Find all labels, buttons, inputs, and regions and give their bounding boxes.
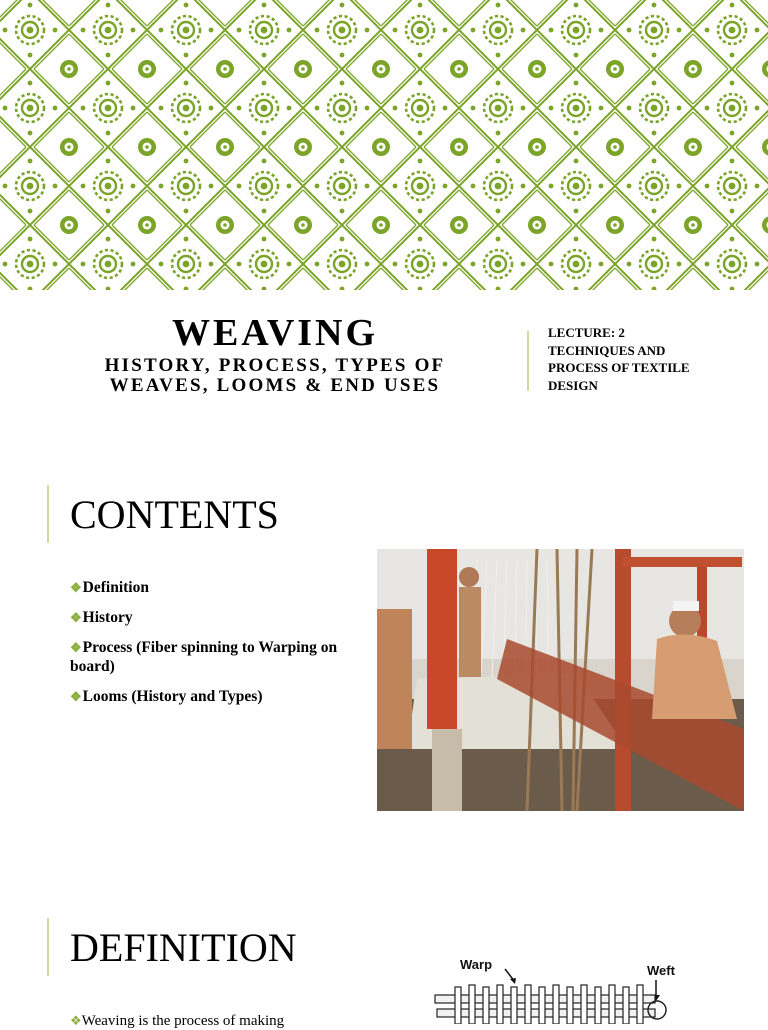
contents-list <box>70 578 360 717</box>
list-item-text: History <box>82 609 133 626</box>
warp-label: Warp <box>460 957 493 972</box>
weave-diagram <box>425 955 685 1024</box>
accent-bar <box>527 331 529 391</box>
lecture-number: LECTURE: 2 <box>548 325 625 340</box>
bullet-icon: ❖ <box>70 1013 82 1028</box>
arrow-head-icon <box>510 978 516 984</box>
definition-body <box>70 1012 284 1030</box>
definition-text: Weaving is the process of making <box>81 1013 285 1029</box>
list-item-text: Looms (History and Types) <box>82 688 263 705</box>
bullet-icon: ❖ <box>70 640 82 655</box>
bullet-icon: ❖ <box>70 580 82 595</box>
lecture-topic-line: DESIGN <box>548 377 598 393</box>
presentation-subtitle <box>70 356 480 396</box>
accent-bar <box>47 485 49 543</box>
presentation-title: WEAVING <box>171 312 379 354</box>
accent-bar <box>47 918 49 976</box>
subtitle-line: WEAVES, LOOMS & END USES <box>109 375 441 396</box>
list-item <box>70 578 360 597</box>
loom-photo <box>377 549 744 811</box>
contents-heading: CONTENTS <box>70 492 279 537</box>
list-item-text: Process (Fiber spinning to Warping on board) <box>70 639 338 675</box>
weft-label: Weft <box>647 963 675 978</box>
bullet-icon: ❖ <box>70 689 82 704</box>
bullet-icon: ❖ <box>70 610 82 625</box>
lecture-info <box>548 324 728 394</box>
patterned-banner <box>0 0 768 290</box>
lecture-topic-line: PROCESS OF TEXTILE <box>548 360 690 375</box>
lecture-topic-line: TECHNIQUES AND <box>548 342 666 358</box>
subtitle-line: HISTORY, PROCESS, TYPES OF <box>104 355 446 376</box>
list-item <box>70 608 360 627</box>
list-item-text: Definition <box>82 579 149 596</box>
list-item <box>70 687 360 706</box>
definition-heading: DEFINITION <box>70 925 297 970</box>
list-item <box>70 638 360 676</box>
